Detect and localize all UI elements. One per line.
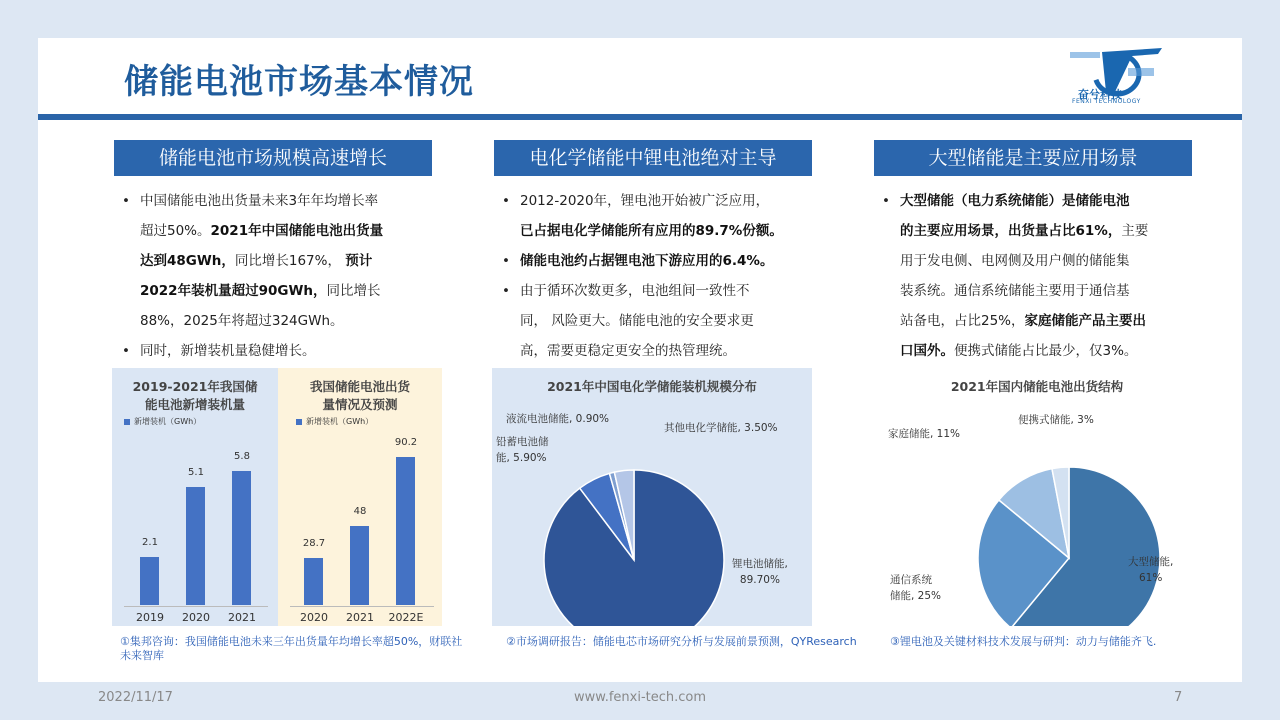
bar-2020	[304, 558, 323, 605]
bar-value-label: 2.1	[142, 536, 158, 548]
pie-label-flow: 液流电池储能, 0.90%	[506, 413, 610, 425]
x-tick-label: 2022E	[388, 611, 424, 624]
pie-chart-panel-electrochemical	[492, 368, 812, 626]
x-tick-label: 2021	[346, 611, 374, 624]
x-axis	[124, 606, 268, 607]
slide	[38, 38, 1242, 682]
bullet-item: • 大型储能（电力系统储能）是储能电池 的主要应用场景，出货量占比61%，主要 用于发电侧、电网侧及用户侧的储能集 装系统。通信系统储能主要用于通信基 站备电，占比25%，家庭储能产品主要出 口国外。便携式储能占比最少，仅3%。	[874, 186, 1204, 366]
chart-legend: 新增装机（GWh）	[296, 416, 373, 427]
bar-2021	[232, 471, 251, 605]
bar-value-label: 28.7	[302, 537, 326, 549]
footer-page-number: 7	[1174, 690, 1183, 705]
bar-value-label: 48	[353, 506, 367, 518]
logo-text: 奋兮科技	[1078, 88, 1122, 101]
pie-chart-panel-shipment-structure	[872, 368, 1202, 626]
section-heading-large-storage: 大型储能是主要应用场景	[874, 140, 1192, 176]
x-axis	[290, 606, 434, 607]
bar-value-label: 5.8	[234, 451, 250, 463]
section-heading-lithium-dominant: 电化学储能中锂电池绝对主导	[494, 140, 812, 176]
pie-label-telecom: 通信系统 储能, 25%	[890, 574, 942, 602]
bullets-col3	[874, 186, 1204, 366]
footer-date: 2022/11/17	[98, 690, 173, 705]
x-tick-label: 2019	[136, 611, 164, 624]
bar-chart-panel-installed	[112, 368, 278, 626]
pie-label-portable: 便携式储能, 3%	[1018, 414, 1094, 426]
bullet-item: • 2012-2020年，锂电池开始被广泛应用， 已占据电化学储能所有应用的89.7%份额。	[494, 186, 824, 246]
bar-value-label: 90.2	[394, 437, 418, 449]
bar-chart-panel-shipments	[278, 368, 442, 626]
x-tick-label: 2020	[182, 611, 210, 624]
pie-label-home: 家庭储能, 11%	[888, 428, 961, 440]
source-note-1: ①集邦咨询：我国储能电池未来三年出货量年均增长率超50%，财联社 未来智库	[120, 635, 463, 662]
bullet-item: • 同时，新增装机量稳健增长。	[114, 336, 444, 366]
logo-subtext: FENXI TECHNOLOGY	[1072, 98, 1141, 105]
pie-label-large: 大型储能, 61%	[1128, 556, 1174, 584]
chart-title: 2021年中国电化学储能装机规模分布	[547, 379, 757, 394]
chart-title: 2019-2021年我国储 能电池新增装机量	[132, 379, 258, 412]
bar-2022E	[396, 457, 415, 605]
bar-2020	[186, 487, 205, 605]
legend-swatch	[296, 419, 302, 425]
bullets-col2	[494, 186, 824, 366]
chart-title: 2021年国内储能电池出货结构	[950, 379, 1124, 394]
section-heading-market-growth: 储能电池市场规模高速增长	[114, 140, 432, 176]
legend-swatch	[124, 419, 130, 425]
header-rule	[38, 114, 1242, 120]
page-title: 储能电池市场基本情况	[124, 62, 474, 102]
bullet-item: • 由于循环次数更多，电池组间一致性不 同， 风险更大。储能电池的安全要求更 高，需要更稳定更安全的热管理统。	[494, 276, 824, 366]
source-note-3: ③锂电池及关键材料技术发展与研判：动力与储能齐飞.	[890, 635, 1157, 648]
pie-label-other: 其他电化学储能, 3.50%	[664, 422, 778, 434]
bar-value-label: 5.1	[188, 467, 204, 479]
source-note-2: ②市场调研报告：储能电芯市场研究分析与发展前景预测，QYResearch	[506, 635, 857, 648]
bullet-item: • 中国储能电池出货量未来3年年均增长率 超过50%。2021年中国储能电池出货量 达到48GWh，同比增长167%， 预计 2022年装机量超过90GWh，同比增长 88%，2025年将超过324GWh。	[114, 186, 444, 336]
bullets-col1	[114, 186, 444, 366]
x-tick-label: 2020	[300, 611, 328, 624]
pie-label-lead-acid: 铅蓄电池储 能, 5.90%	[496, 436, 549, 464]
bullet-item: • 储能电池约占据锂电池下游应用的6.4%。	[494, 246, 824, 276]
bar-2019	[140, 557, 159, 605]
footer-site: www.fenxi-tech.com	[573, 690, 707, 705]
bar-2021	[350, 526, 369, 605]
x-tick-label: 2021	[228, 611, 256, 624]
pie-label-lithium: 锂电池储能, 89.70%	[732, 558, 788, 586]
chart-title: 我国储能电池出货 量情况及预测	[309, 379, 410, 412]
chart-legend: 新增装机（GWh）	[124, 416, 201, 427]
